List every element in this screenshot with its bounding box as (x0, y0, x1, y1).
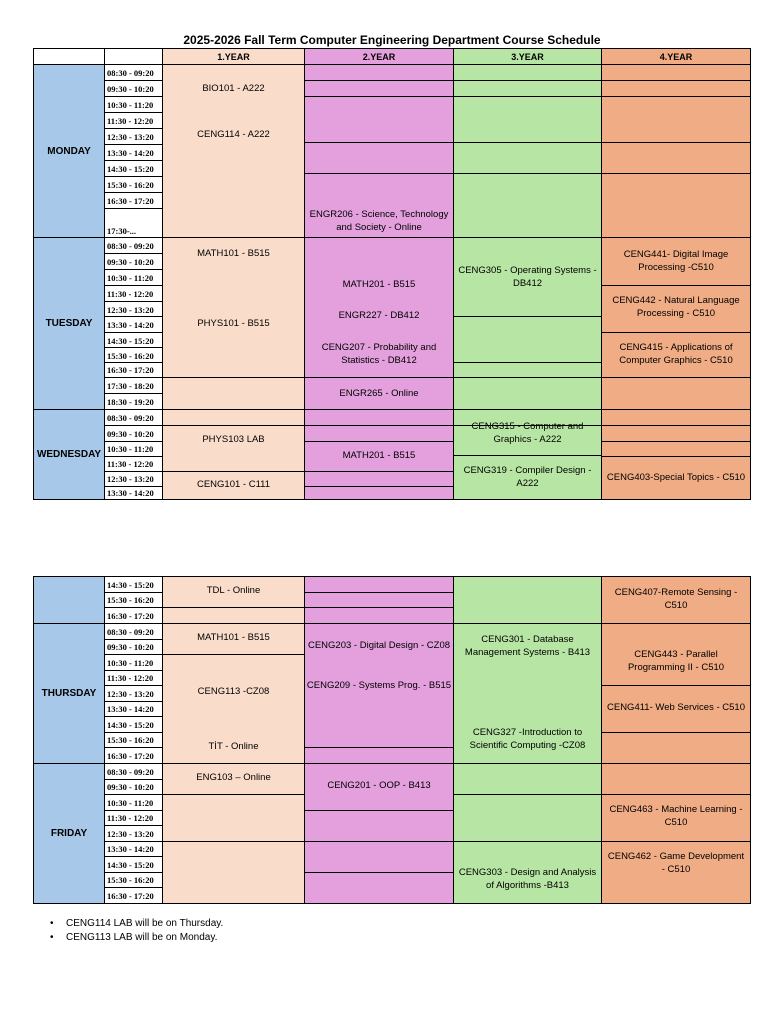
course-tit: TİT - Online (208, 741, 259, 752)
time-slot: 14:30 - 15:20 (104, 716, 163, 733)
tue-year3-slot (453, 316, 602, 363)
time-slot: 16:30 - 17:20 (104, 887, 163, 904)
course-math201: MATH201 - B515 (342, 279, 416, 290)
course-ceng407: CENG407-Remote Sensing - C510 (614, 587, 738, 611)
time-slot: 10:30 - 11:20 (104, 269, 163, 286)
time-slot: 16:30 - 17:20 (104, 607, 163, 624)
header-year-2: 2.YEAR (304, 48, 454, 65)
time-slot: 09:30 - 10:20 (104, 779, 163, 795)
mon-year2-slot (304, 80, 454, 97)
time-slot: 13:30 - 14:20 (104, 841, 163, 857)
course-ceng415: CENG415 - Applications of Computer Graphics - C510 (619, 342, 733, 366)
course-ceng301: CENG301 - Database Management Systems - B413 (464, 634, 591, 658)
course-ceng114: CENG114 - A222 (197, 129, 270, 140)
course-math101: MATH101 - B515 (197, 248, 270, 259)
time-slot: 09:30 - 10:20 (104, 253, 163, 270)
course-engr206: ENGR206 - Science, Technology and Society - Online (309, 209, 449, 233)
time-slot: 15:30 - 16:20 (104, 592, 163, 608)
mon-year4-slot (601, 96, 751, 143)
course-ceng303: CENG303 - Design and Analysis of Algorithms -B413 (458, 867, 597, 891)
time-slot: 12:30 - 13:20 (104, 685, 163, 702)
time-slot: 11:30 - 12:20 (104, 112, 163, 129)
time-slot: 10:30 - 11:20 (104, 794, 163, 811)
tue-year3-slot (453, 377, 602, 410)
course-ceng463: CENG463 - Machine Learning - C510 (609, 804, 743, 828)
course-ceng207: CENG207 - Probability and Statistics - DB412 (321, 342, 437, 366)
time-slot: 17:30-... (104, 208, 163, 238)
day-wednesday: WEDNESDAY (33, 409, 105, 500)
time-slot: 10:30 - 11:20 (104, 96, 163, 113)
course-bio101: BIO101 - A222 (202, 83, 265, 94)
time-slot: 09:30 - 10:20 (104, 80, 163, 97)
mon-year4-slot (601, 173, 751, 238)
course-ceng209: CENG209 - Systems Prog. - B515 (306, 680, 452, 691)
wed-year1-slot (162, 409, 305, 426)
course-ceng443: CENG443 - Parallel Programming II - C510 (627, 649, 725, 673)
time-slot: 15:30 - 16:20 (104, 732, 163, 748)
time-slot: 12:30 - 13:20 (104, 471, 163, 487)
time-slot: 11:30 - 12:20 (104, 670, 163, 686)
course-ceng411: CENG411- Web Services - C510 (607, 702, 745, 713)
time-slot: 09:30 - 10:20 (104, 639, 163, 655)
notes-list (48, 917, 223, 945)
mon-year3-slot (453, 173, 602, 238)
time-slot: 16:30 - 17:20 (104, 192, 163, 209)
course-phys103-lab: PHYS103 LAB (202, 434, 265, 445)
wed-year4-slot (601, 441, 751, 457)
course-math101: MATH101 - B515 (197, 632, 270, 643)
course-ceng101: CENG101 - C111 (196, 479, 271, 490)
course-ceng315: CENG315 - Computer and Graphics - A222 (471, 421, 584, 445)
day-thursday: THURSDAY (33, 623, 105, 764)
mon-year3-slot (453, 80, 602, 97)
course-tdl: TDL - Online (206, 585, 261, 596)
wed-year2-slot (304, 486, 454, 500)
header-year-1: 1.YEAR (162, 48, 305, 65)
mon-year4-slot (601, 64, 751, 81)
time-slot: 11:30 - 12:20 (104, 456, 163, 472)
mon-year4-slot (601, 142, 751, 174)
time-slot: 15:30 - 16:20 (104, 176, 163, 193)
header-corner (33, 48, 105, 65)
header-year-4: 4.YEAR (601, 48, 751, 65)
time-slot: 15:30 - 16:20 (104, 347, 163, 364)
mon-year2-slot (304, 64, 454, 81)
course-ceng462: CENG462 - Game Development - C510 (607, 851, 745, 875)
time-slot: 12:30 - 13:20 (104, 301, 163, 318)
time-slot: 12:30 - 13:20 (104, 128, 163, 145)
course-ceng203: CENG203 - Digital Design - CZ08 (307, 640, 451, 651)
fri-year1-slot (162, 841, 305, 904)
course-ceng305: CENG305 - Operating Systems - DB412 (458, 265, 597, 289)
wed-year2-slot (304, 425, 454, 442)
tue-year3-slot (453, 362, 602, 378)
time-slot: 13:30 - 14:20 (104, 144, 163, 161)
time-slot: 14:30 - 15:20 (104, 576, 163, 593)
time-slot: 16:30 - 17:20 (104, 362, 163, 378)
course-ceng327: CENG327 -Introduction to Scientific Computing -CZ08 (469, 727, 586, 751)
time-slot: 08:30 - 09:20 (104, 64, 163, 81)
note-item: • CENG113 LAB will be on Monday. (48, 931, 223, 945)
fri-year1-slot (162, 794, 305, 842)
mon-year2-slot (304, 142, 454, 174)
time-slot: 08:30 - 09:20 (104, 623, 163, 640)
time-slot: 08:30 - 09:20 (104, 237, 163, 254)
schedule-title: 2025-2026 Fall Term Computer Engineering Department Course Schedule (183, 33, 601, 47)
mon-year3-slot (453, 142, 602, 174)
course-engr265: ENGR265 - Online (339, 388, 419, 399)
mon-year4-slot (601, 80, 751, 97)
time-slot: 14:30 - 15:20 (104, 856, 163, 873)
course-ceng442: CENG442 - Natural Language Processing - C510 (612, 295, 740, 319)
wed-year1-slot (162, 607, 305, 624)
wed-year2-slot (304, 607, 454, 624)
fri-year2-slot (304, 872, 454, 904)
wed-year2-slot (304, 409, 454, 426)
time-slot: 14:30 - 15:20 (104, 332, 163, 349)
time-slot: 14:30 - 15:20 (104, 160, 163, 177)
time-slot: 13:30 - 14:20 (104, 701, 163, 717)
fri-year2-slot (304, 841, 454, 873)
wed-year2-slot (304, 471, 454, 487)
tue-year4-slot (601, 377, 751, 410)
course-ceng403: CENG403-Special Topics - C510 (606, 472, 746, 483)
fri-year2-slot (304, 810, 454, 842)
course-ceng441: CENG441- Digital Image Processing -C510 (623, 249, 729, 273)
course-engr227: ENGR227 - DB412 (338, 310, 420, 321)
time-slot: 16:30 - 17:20 (104, 747, 163, 764)
day-friday: FRIDAY (33, 763, 105, 904)
header-time-blank (104, 48, 163, 65)
header-year-3: 3.YEAR (453, 48, 602, 65)
day-tuesday: TUESDAY (33, 237, 105, 410)
time-slot: 17:30 - 18:20 (104, 377, 163, 394)
mon-year3-slot (453, 64, 602, 81)
course-ceng201: CENG201 - OOP - B413 (327, 780, 431, 791)
time-slot: 08:30 - 09:20 (104, 409, 163, 426)
time-slot: 15:30 - 16:20 (104, 872, 163, 888)
course-eng103: ENG103 – Online (196, 772, 271, 783)
fri-year3-slot (453, 794, 602, 842)
thu-year2-slot (304, 747, 454, 764)
time-slot: 13:30 - 14:20 (104, 486, 163, 500)
mon-year3-slot (453, 96, 602, 143)
mon-year2-slot (304, 96, 454, 143)
wed-continued-day (33, 576, 105, 624)
time-slot: 10:30 - 11:20 (104, 441, 163, 457)
time-slot: 08:30 - 09:20 (104, 763, 163, 780)
tue-year1-slot (162, 377, 305, 410)
wed-year4-slot (601, 425, 751, 442)
course-ceng319: CENG319 - Compiler Design - A222 (463, 465, 592, 489)
time-slot: 09:30 - 10:20 (104, 425, 163, 442)
wed-year2-slot (304, 592, 454, 608)
course-phys101: PHYS101 - B515 (197, 318, 270, 329)
wed-year3-slot (453, 576, 602, 624)
fri-year4-slot (601, 763, 751, 795)
wed-year2-slot (304, 576, 454, 593)
time-slot: 18:30 - 19:20 (104, 393, 163, 410)
fri-year3-slot (453, 763, 602, 795)
time-slot: 10:30 - 11:20 (104, 654, 163, 671)
wed-year4-slot (601, 409, 751, 426)
time-slot: 11:30 - 12:20 (104, 810, 163, 826)
time-slot: 13:30 - 14:20 (104, 316, 163, 333)
course-ceng113: CENG113 -CZ08 (197, 686, 270, 697)
thu-year4-slot (601, 732, 751, 764)
time-slot: 12:30 - 13:20 (104, 825, 163, 842)
time-slot: 11:30 - 12:20 (104, 285, 163, 302)
day-monday: MONDAY (33, 64, 105, 238)
note-item: • CENG114 LAB will be on Thursday. (48, 917, 223, 931)
course-math201: MATH201 - B515 (342, 450, 416, 461)
